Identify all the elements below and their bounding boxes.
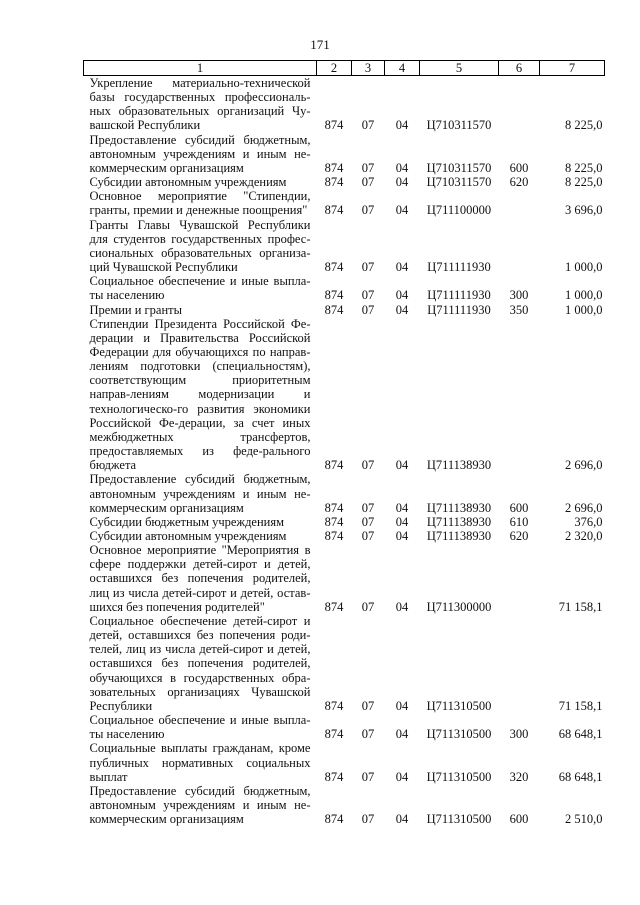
row-target-article: Ц711111930 [427, 260, 491, 275]
row-name: Социальное обеспечение и иные выпла-ты населению [89, 713, 311, 742]
row-target-article: Ц711310500 [426, 812, 492, 827]
table-row [84, 784, 605, 826]
row-expense-type: 600 [509, 160, 529, 175]
row-target-article: Ц711111930 [427, 302, 491, 317]
row-subsection: 04 [395, 727, 409, 742]
row-admin-code: 874 [324, 160, 344, 175]
table-row [84, 317, 605, 473]
row-target-article: Ц711310500 [426, 698, 492, 713]
row-target-article: Ц711111930 [427, 288, 491, 303]
row-amount: 376,0 [574, 514, 603, 529]
table-row [84, 218, 605, 275]
row-target-article: Ц711310500 [426, 769, 492, 784]
row-amount: 8 225,0 [565, 118, 603, 133]
page-number: 171 [310, 37, 330, 52]
row-name: Социальное обеспечение и иные выпла-ты населению [89, 274, 311, 303]
row-admin-code: 874 [324, 118, 344, 133]
row-expense-type: 600 [509, 500, 529, 515]
row-section: 07 [361, 203, 375, 218]
row-name: Субсидии автономным учреждениям [89, 175, 287, 190]
row-amount: 2 696,0 [565, 458, 603, 473]
row-amount: 71 158,1 [558, 698, 603, 713]
row-subsection: 04 [395, 118, 409, 133]
table-row [84, 76, 605, 133]
row-expense-type: 610 [509, 514, 529, 529]
row-section: 07 [361, 769, 375, 784]
row-section: 07 [361, 514, 375, 529]
header-row [84, 61, 605, 76]
row-expense-type [499, 218, 540, 275]
row-subsection: 04 [395, 160, 409, 175]
row-admin-code: 874 [324, 260, 344, 275]
row-target-article: Ц711138930 [426, 500, 492, 515]
row-admin-code: 874 [324, 175, 344, 190]
row-name: Предоставление субсидий бюджетным, автономным учреждениям и иным не-коммерческим организациям [89, 783, 311, 827]
row-name: Основное мероприятие "Мероприятия в сфере поддержки детей-сирот и детей, оставшихся без попечения родителей, лиц из числа детей-сирот и детей, остав-шихся без попечения родителей" [89, 543, 311, 614]
row-subsection: 04 [395, 769, 409, 784]
table-row [84, 515, 605, 529]
row-section: 07 [361, 118, 375, 133]
row-expense-type: 300 [509, 288, 529, 303]
row-section: 07 [361, 288, 375, 303]
row-amount: 2 320,0 [565, 529, 603, 543]
table-row [84, 741, 605, 783]
row-section: 07 [361, 500, 375, 515]
row-amount: 1 000,0 [565, 260, 603, 275]
row-section: 07 [361, 260, 375, 275]
row-name: Субсидии бюджетным учреждениям [89, 514, 285, 529]
table-row [84, 303, 605, 317]
row-target-article: Ц711138930 [426, 514, 492, 529]
row-section: 07 [361, 175, 375, 190]
row-subsection: 04 [395, 288, 409, 303]
header-col-2: 2 [317, 61, 352, 76]
row-name: Предоставление субсидий бюджетным, автономным учреждениям и иным не-коммерческим организациям [89, 472, 311, 515]
row-section: 07 [361, 812, 375, 827]
row-admin-code: 874 [324, 727, 344, 742]
header-col-4: 4 [385, 61, 420, 76]
row-subsection: 04 [395, 500, 409, 515]
row-amount: 68 648,1 [558, 727, 603, 742]
row-expense-type [499, 543, 540, 614]
row-expense-type: 620 [509, 175, 529, 190]
table-row [84, 189, 605, 217]
row-subsection: 04 [395, 458, 409, 473]
row-expense-type [499, 76, 540, 133]
row-amount: 2 696,0 [565, 500, 603, 515]
row-section: 07 [361, 727, 375, 742]
table-row [84, 614, 605, 713]
row-section: 07 [361, 302, 375, 317]
row-name: Основное мероприятие "Стипендии, гранты, премии и денежные поощрения" [89, 189, 311, 218]
row-amount: 68 648,1 [558, 769, 603, 784]
row-amount: 1 000,0 [565, 288, 603, 303]
row-subsection: 04 [395, 302, 409, 317]
row-name: Премии и гранты [89, 302, 183, 317]
row-admin-code: 874 [324, 288, 344, 303]
table-row [84, 274, 605, 302]
table-row [84, 472, 605, 514]
row-admin-code: 874 [324, 203, 344, 218]
row-expense-type [499, 317, 540, 473]
row-target-article: Ц711100000 [426, 203, 492, 218]
row-amount: 8 225,0 [565, 160, 603, 175]
row-expense-type: 350 [509, 302, 529, 317]
row-expense-type [499, 614, 540, 713]
row-subsection: 04 [395, 599, 409, 614]
header-col-6: 6 [499, 61, 540, 76]
table-row [84, 529, 605, 543]
row-name: Гранты Главы Чувашской Республики для студентов государственных профес-сиональных образовательных организа-ций Чувашской Республики [89, 217, 311, 275]
row-subsection: 04 [395, 812, 409, 827]
row-subsection: 04 [395, 260, 409, 275]
row-admin-code: 874 [324, 769, 344, 784]
row-amount: 71 158,1 [558, 599, 603, 614]
row-expense-type [499, 189, 540, 217]
row-section: 07 [361, 698, 375, 713]
row-amount: 2 510,0 [565, 812, 603, 827]
budget-table [83, 60, 605, 826]
row-name: Предоставление субсидий бюджетным, автономным учреждениям и иным не-коммерческим организациям [89, 132, 311, 175]
table-row [84, 175, 605, 189]
row-name: Социальные выплаты гражданам, кроме публичных нормативных социальных выплат [89, 741, 311, 784]
row-name: Стипендии Президента Российской Фе-дерации и Правительства Российской Федерации для обучающихся по направ-лениям подготовки (специальностям), соответствующим приоритетным направ-лениям модернизации и технологическо-го развития экономики Российской Фе-дерации, за счет иных межбюджетных трансфертов, предоставляемых из феде-рального бюджета [89, 316, 311, 473]
row-subsection: 04 [395, 203, 409, 218]
row-expense-type: 320 [509, 769, 529, 784]
row-admin-code: 874 [324, 458, 344, 473]
header-col-5: 5 [420, 61, 499, 76]
row-subsection: 04 [395, 514, 409, 529]
row-target-article: Ц710311570 [426, 175, 492, 190]
row-subsection: 04 [395, 175, 409, 190]
row-amount: 1 000,0 [565, 302, 603, 317]
row-section: 07 [361, 599, 375, 614]
table-row [84, 543, 605, 614]
row-target-article: Ц711138930 [426, 529, 492, 543]
row-expense-type: 620 [509, 529, 529, 543]
row-expense-type: 300 [509, 727, 529, 742]
row-admin-code: 874 [324, 529, 344, 543]
row-amount: 8 225,0 [565, 175, 603, 190]
row-admin-code: 874 [324, 302, 344, 317]
row-section: 07 [361, 529, 375, 543]
row-target-article: Ц710311570 [426, 160, 492, 175]
row-expense-type: 600 [509, 812, 529, 827]
row-section: 07 [361, 458, 375, 473]
table-row [84, 133, 605, 175]
header-col-3: 3 [352, 61, 385, 76]
header-col-1: 1 [84, 61, 317, 76]
row-name: Укрепление материально-технической базы государственных профессиональ-ных образовательных организаций Чу-вашской Республики [89, 76, 311, 133]
row-name: Социальное обеспечение детей-сирот и детей, оставшихся без попечения роди-телей, лиц из числа детей-сирот и детей, оставшихся без попечения родителей, обучающихся в государственных обра-зовательных организациях Чувашской Республики [89, 613, 311, 713]
row-amount: 3 696,0 [565, 203, 603, 218]
row-target-article: Ц710311570 [426, 118, 492, 133]
row-admin-code: 874 [324, 599, 344, 614]
header-col-7: 7 [540, 61, 605, 76]
row-name: Субсидии автономным учреждениям [89, 529, 287, 543]
row-admin-code: 874 [324, 698, 344, 713]
row-admin-code: 874 [324, 812, 344, 827]
row-target-article: Ц711300000 [426, 599, 492, 614]
row-section: 07 [361, 160, 375, 175]
row-subsection: 04 [395, 698, 409, 713]
row-admin-code: 874 [324, 514, 344, 529]
row-target-article: Ц711138930 [426, 458, 492, 473]
row-target-article: Ц711310500 [426, 727, 492, 742]
row-subsection: 04 [395, 529, 409, 543]
row-admin-code: 874 [324, 500, 344, 515]
table-row [84, 713, 605, 741]
